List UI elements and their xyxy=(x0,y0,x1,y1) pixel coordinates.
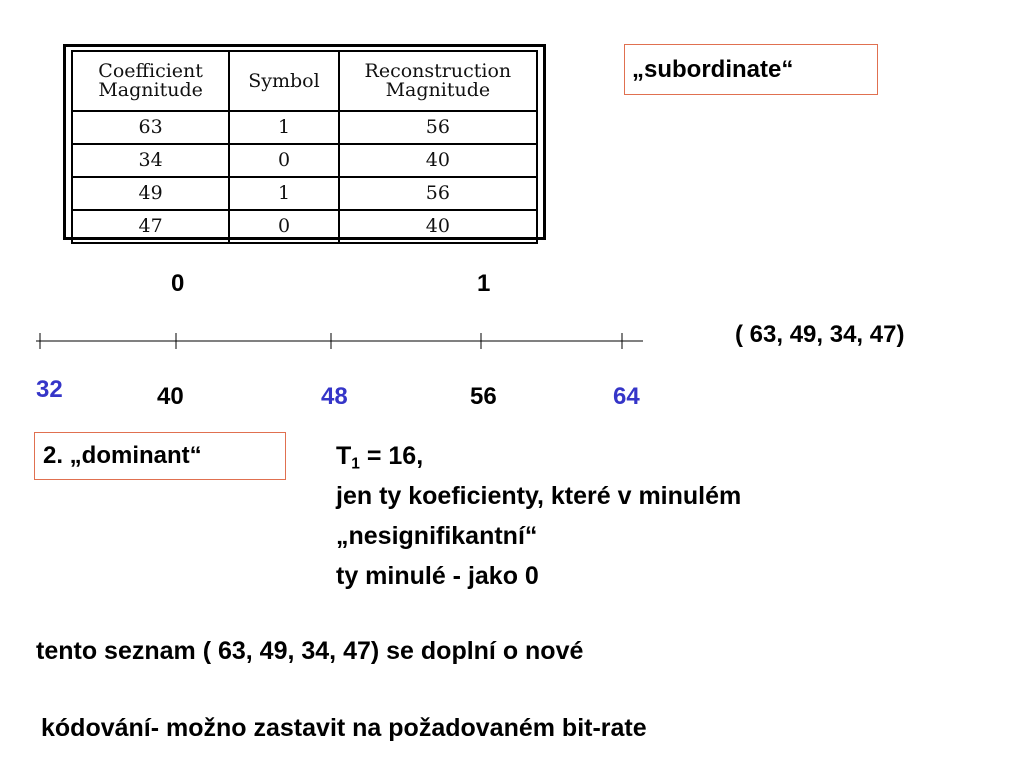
tick-label-64: 64 xyxy=(613,383,640,410)
subordinate-box xyxy=(624,44,878,95)
header-symbol xyxy=(229,51,338,111)
tick-label-48: 48 xyxy=(321,383,348,410)
table-row xyxy=(72,177,537,210)
table-cell: 47 xyxy=(72,210,229,243)
bit-label-zero: 0 xyxy=(171,270,185,297)
table-cell: 56 xyxy=(339,111,537,144)
threshold-subscript: 1 xyxy=(351,455,360,473)
coefficient-table-image xyxy=(63,44,546,240)
header-coefficient-magnitude xyxy=(72,51,229,111)
coefficient-table xyxy=(71,50,538,244)
table-cell: 34 xyxy=(72,144,229,177)
table-row xyxy=(72,210,537,243)
description-line: „nesignifikantní“ xyxy=(336,522,538,550)
header-line: Symbol xyxy=(248,69,320,92)
table-cell: 40 xyxy=(339,210,537,243)
header-line: Reconstruction xyxy=(364,60,512,82)
threshold-text xyxy=(336,444,423,472)
table-cell: 40 xyxy=(339,144,537,177)
list-note: tento seznam ( 63, 49, 34, 47) se doplní o nové xyxy=(36,637,584,665)
header-line: Magnitude xyxy=(385,79,491,101)
table-cell: 63 xyxy=(72,111,229,144)
table-cell: 1 xyxy=(229,177,338,210)
threshold-symbol: T xyxy=(336,442,352,470)
bit-label-one: 1 xyxy=(477,270,491,297)
header-line: Magnitude xyxy=(98,79,203,101)
table-row xyxy=(72,144,537,177)
table-row xyxy=(72,111,537,144)
table-cell: 0 xyxy=(229,210,338,243)
description-line: jen ty koeficienty, které v minulém xyxy=(336,482,742,510)
table-cell: 56 xyxy=(339,177,537,210)
tick-label-56: 56 xyxy=(470,383,497,410)
coefficient-sequence: ( 63, 49, 34, 47) xyxy=(735,321,905,348)
threshold-value: = 16, xyxy=(359,442,424,470)
header-reconstruction-magnitude xyxy=(339,51,537,111)
table-header-row xyxy=(72,51,537,111)
dominant-box xyxy=(34,432,286,480)
table-cell: 1 xyxy=(229,111,338,144)
table-cell: 49 xyxy=(72,177,229,210)
footer-note: kódování- možno zastavit na požadovaném bit-rate xyxy=(41,714,647,742)
table-cell: 0 xyxy=(229,144,338,177)
tick-label-32: 32 xyxy=(36,376,63,403)
tick-label-40: 40 xyxy=(157,383,184,410)
subordinate-label: „subordinate“ xyxy=(632,56,794,83)
header-line: Coefficient xyxy=(98,60,203,82)
description-line: ty minulé - jako 0 xyxy=(336,562,539,590)
dominant-label: 2. „dominant“ xyxy=(43,442,202,469)
